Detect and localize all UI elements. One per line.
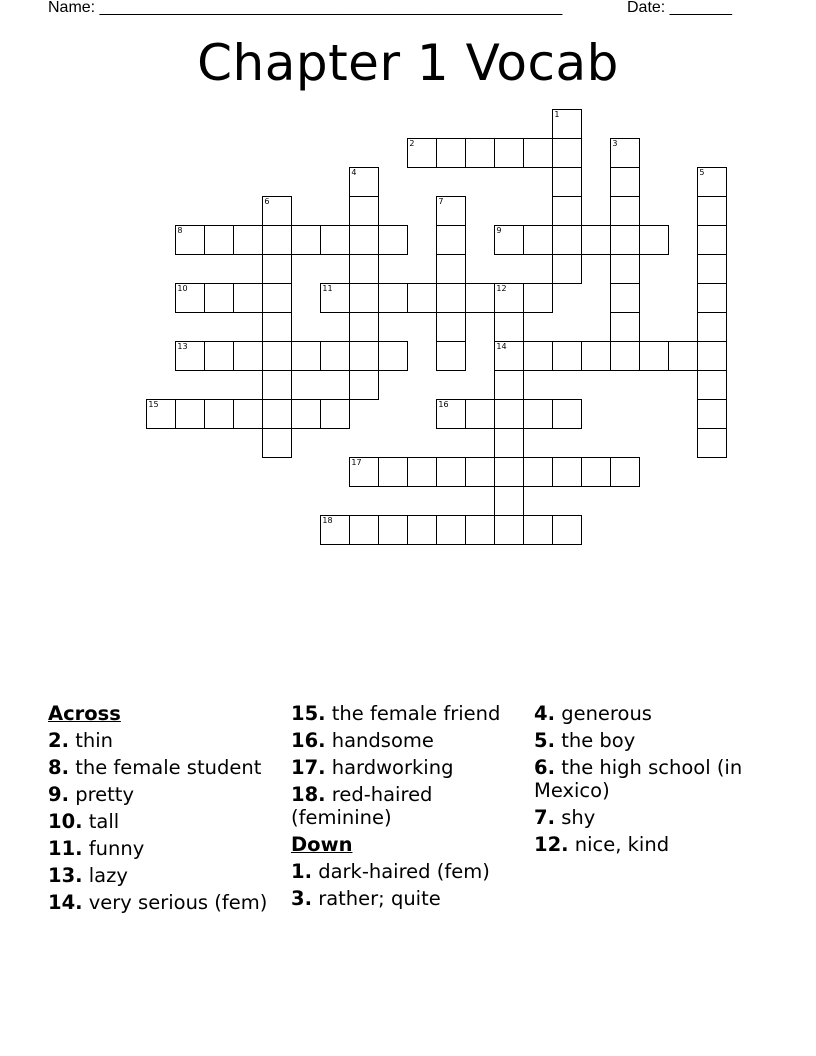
crossword-cell[interactable] [552,196,582,226]
clue-text: nice, kind [574,833,670,856]
clue-heading: Down [291,833,353,856]
name-field-label: Name: ____________________________________________________ [48,0,563,16]
crossword-cell[interactable] [668,341,698,371]
crossword-cell[interactable] [407,138,437,168]
crossword-cell[interactable] [175,225,205,255]
crossword-cell[interactable] [436,312,466,342]
clue-text: very serious (fem) [88,891,268,914]
crossword-cell[interactable] [262,196,292,226]
cell-number: 12 [496,284,507,294]
crossword-cell[interactable] [494,138,524,168]
crossword-cell[interactable] [146,399,176,429]
clue-text: the female student [75,756,262,779]
cell-number: 4 [351,168,357,178]
clue-number: 6. [534,756,555,779]
clue-item [48,864,273,887]
clue-item [291,860,516,883]
clue-item [534,702,759,725]
crossword-cell[interactable] [233,283,263,313]
crossword-cell[interactable] [349,167,379,197]
clue-item [534,729,759,752]
clue-number: 10. [48,810,83,833]
clue-item [48,783,273,806]
crossword-cell[interactable] [697,312,727,342]
clue-column-3 [534,702,759,860]
crossword-cell[interactable] [436,225,466,255]
cell-number: 18 [322,516,333,526]
clue-number: 13. [48,864,83,887]
cell-number: 9 [496,226,502,236]
clue-text: tall [88,810,120,833]
cell-number: 5 [699,168,705,178]
crossword-cell[interactable] [349,370,379,400]
clue-item [291,783,516,829]
crossword-cell[interactable] [436,138,466,168]
crossword-cell[interactable] [378,283,408,313]
crossword-cell[interactable] [610,225,640,255]
crossword-cell[interactable] [610,167,640,197]
crossword-cell[interactable] [494,457,524,487]
clue-number: 7. [534,806,555,829]
crossword-cell[interactable] [523,457,553,487]
crossword-cell[interactable] [436,457,466,487]
crossword-cell[interactable] [175,341,205,371]
crossword-cell[interactable] [523,138,553,168]
crossword-cell[interactable] [610,283,640,313]
crossword-cell[interactable] [697,428,727,458]
crossword-cell[interactable] [407,457,437,487]
cell-number: 2 [409,139,415,149]
crossword-cell[interactable] [349,196,379,226]
crossword-cell[interactable] [465,283,495,313]
crossword-cell[interactable] [378,515,408,545]
crossword-cell[interactable] [378,225,408,255]
clue-item [291,887,516,910]
clue-number: 8. [48,756,69,779]
crossword-cell[interactable] [697,196,727,226]
crossword-cell[interactable] [610,196,640,226]
crossword-cell[interactable] [610,254,640,284]
cell-number: 1 [554,110,560,120]
crossword-cell[interactable] [610,138,640,168]
crossword-cell[interactable] [320,341,350,371]
crossword-cell[interactable] [262,283,292,313]
clue-item [534,833,759,856]
crossword-cell[interactable] [349,225,379,255]
crossword-cell[interactable] [552,515,582,545]
crossword-cell[interactable] [349,254,379,284]
crossword-cell[interactable] [436,254,466,284]
cell-number: 16 [438,400,449,410]
clue-text: the boy [561,729,636,752]
clue-number: 16. [291,729,326,752]
clue-text: generous [561,702,652,725]
crossword-cell[interactable] [552,399,582,429]
cell-number: 17 [351,458,362,468]
crossword-cell[interactable] [494,370,524,400]
clue-item [534,806,759,829]
clue-number: 11. [48,837,83,860]
crossword-cell[interactable] [349,341,379,371]
crossword-cell[interactable] [291,341,321,371]
clue-text: shy [561,806,596,829]
crossword-cell[interactable] [697,254,727,284]
crossword-cell[interactable] [639,225,669,255]
cell-number: 7 [438,197,444,207]
crossword-cell[interactable] [204,283,234,313]
clue-number: 1. [291,860,312,883]
crossword-cell[interactable] [552,225,582,255]
clue-number: 9. [48,783,69,806]
crossword-cell[interactable] [494,486,524,516]
crossword-cell[interactable] [552,457,582,487]
crossword-cell[interactable] [436,341,466,371]
crossword-cell[interactable] [262,399,292,429]
crossword-cell[interactable] [233,399,263,429]
crossword-cell[interactable] [494,283,524,313]
clue-number: 14. [48,891,83,914]
crossword-cell[interactable] [697,341,727,371]
crossword-cell[interactable] [349,283,379,313]
crossword-cell[interactable] [233,341,263,371]
crossword-cell[interactable] [697,167,727,197]
cell-number: 8 [177,226,183,236]
cell-number: 13 [177,342,188,352]
crossword-cell[interactable] [552,254,582,284]
clue-column-1 [48,702,273,918]
page-title: Chapter 1 Vocab [197,34,619,92]
clue-item [48,891,273,914]
clue-item [48,810,273,833]
crossword-cell[interactable] [697,399,727,429]
clue-heading: Across [48,702,121,725]
clue-item [48,756,273,779]
crossword-cell[interactable] [610,457,640,487]
clue-text: thin [75,729,113,752]
crossword-cell[interactable] [523,399,553,429]
cell-number: 15 [148,400,159,410]
crossword-cell[interactable] [262,428,292,458]
crossword-cell[interactable] [349,312,379,342]
crossword-cell[interactable] [349,457,379,487]
clue-text: handsome [331,729,434,752]
crossword-cell[interactable] [494,341,524,371]
clue-text: the high school (in Mexico) [534,756,743,802]
crossword-cell[interactable] [407,283,437,313]
crossword-cell[interactable] [436,515,466,545]
crossword-cell[interactable] [639,341,669,371]
clue-text: rather; quite [318,887,441,910]
crossword-cell[interactable] [581,225,611,255]
crossword-cell[interactable] [697,370,727,400]
cell-number: 3 [612,139,618,149]
crossword-cell[interactable] [697,225,727,255]
cell-number: 11 [322,284,333,294]
crossword-cell[interactable] [552,167,582,197]
crossword-cell[interactable] [262,370,292,400]
crossword-cell[interactable] [494,428,524,458]
crossword-cell[interactable] [436,399,466,429]
crossword-cell[interactable] [262,341,292,371]
crossword-cell[interactable] [175,283,205,313]
crossword-cell[interactable] [407,515,437,545]
clue-text: hardworking [331,756,454,779]
clue-number: 15. [291,702,326,725]
crossword-cell[interactable] [175,399,205,429]
crossword-cell[interactable] [523,515,553,545]
crossword-cell[interactable] [494,312,524,342]
crossword-cell[interactable] [204,399,234,429]
crossword-cell[interactable] [697,283,727,313]
clue-text: the female friend [331,702,501,725]
crossword-cell[interactable] [465,515,495,545]
clue-text: dark-haired (fem) [318,860,490,883]
clue-text: red-haired (feminine) [291,783,433,829]
crossword-cell[interactable] [204,341,234,371]
crossword-cell[interactable] [581,341,611,371]
crossword-cell[interactable] [291,399,321,429]
clue-item [291,729,516,752]
crossword-cell[interactable] [262,312,292,342]
clue-number: 3. [291,887,312,910]
crossword-cell[interactable] [204,225,234,255]
clue-item [291,702,516,725]
crossword-cell[interactable] [523,283,553,313]
clue-number: 5. [534,729,555,752]
clue-number: 18. [291,783,326,806]
crossword-cell[interactable] [233,225,263,255]
clue-item [291,756,516,779]
crossword-cell[interactable] [610,341,640,371]
crossword-cell[interactable] [523,341,553,371]
crossword-cell[interactable] [552,138,582,168]
crossword-cell[interactable] [262,254,292,284]
crossword-cell[interactable] [320,515,350,545]
clue-text: funny [88,837,145,860]
crossword-cell[interactable] [465,138,495,168]
cell-number: 14 [496,342,507,352]
clue-text: pretty [75,783,134,806]
crossword-cell[interactable] [378,457,408,487]
crossword-cell[interactable] [581,457,611,487]
clue-number: 12. [534,833,569,856]
crossword-cell[interactable] [494,515,524,545]
crossword-cell[interactable] [436,196,466,226]
clue-number: 2. [48,729,69,752]
crossword-cell[interactable] [610,312,640,342]
crossword-cell[interactable] [552,341,582,371]
clue-text: lazy [88,864,128,887]
crossword-cell[interactable] [349,515,379,545]
crossword-cell[interactable] [494,225,524,255]
crossword-cell[interactable] [378,341,408,371]
clue-column-2 [291,702,516,914]
crossword-cell[interactable] [320,225,350,255]
clue-number: 4. [534,702,555,725]
crossword-cell[interactable] [465,399,495,429]
crossword-cell[interactable] [436,283,466,313]
crossword-cell[interactable] [291,225,321,255]
clue-item [48,837,273,860]
crossword-cell[interactable] [523,225,553,255]
clue-item [48,729,273,752]
crossword-cell[interactable] [320,399,350,429]
clue-item [534,756,759,802]
date-field-label: Date: _______ [627,0,732,16]
crossword-cell[interactable] [552,109,582,139]
cell-number: 6 [264,197,270,207]
crossword-cell[interactable] [262,225,292,255]
crossword-cell[interactable] [320,283,350,313]
crossword-cell[interactable] [465,457,495,487]
crossword-cell[interactable] [494,399,524,429]
clue-number: 17. [291,756,326,779]
cell-number: 10 [177,284,188,294]
